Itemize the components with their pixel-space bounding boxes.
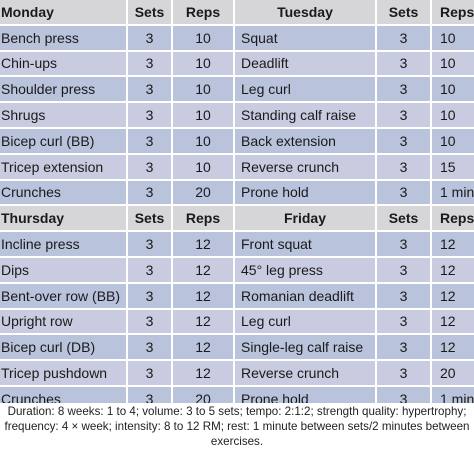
header-day-tuesday: Tuesday xyxy=(235,0,377,26)
footnote-line: Duration: 8 weeks: 1 to 4; volume: 3 to 5 sets; tempo: 2:1:2; strength quality: hypertrophy; xyxy=(7,405,467,418)
reps-cell: 10 xyxy=(173,26,235,52)
sets-cell: 3 xyxy=(128,181,173,207)
reps-cell: 10 xyxy=(173,77,235,103)
table-footnote xyxy=(0,404,474,449)
reps-cell: 20 xyxy=(173,387,235,403)
sets-cell: 3 xyxy=(128,335,173,361)
reps-cell: 12 xyxy=(432,310,474,336)
sets-cell: 3 xyxy=(128,26,173,52)
exercise-cell: Prone hold xyxy=(235,387,377,403)
table-row xyxy=(0,77,474,103)
exercise-cell: Chin-ups xyxy=(0,52,128,78)
table-row xyxy=(0,52,474,78)
reps-cell: 12 xyxy=(173,232,235,258)
header-reps: Reps xyxy=(173,206,235,232)
exercise-cell: Standing calf raise xyxy=(235,103,377,129)
exercise-cell: Leg curl xyxy=(235,310,377,336)
exercise-cell: Deadlift xyxy=(235,52,377,78)
exercise-cell: Leg curl xyxy=(235,77,377,103)
exercise-cell: Single-leg calf raise xyxy=(235,335,377,361)
reps-cell: 10 xyxy=(173,103,235,129)
sets-cell: 3 xyxy=(377,284,432,310)
reps-cell: 10 xyxy=(432,26,474,52)
reps-cell: 15 xyxy=(432,155,474,181)
sets-cell: 3 xyxy=(377,232,432,258)
reps-cell: 12 xyxy=(432,258,474,284)
reps-cell: 20 xyxy=(432,361,474,387)
exercise-cell: Romanian deadlift xyxy=(235,284,377,310)
table-row xyxy=(0,258,474,284)
table-row xyxy=(0,335,474,361)
sets-cell: 3 xyxy=(128,232,173,258)
reps-cell: 12 xyxy=(173,310,235,336)
reps-cell: 12 xyxy=(173,258,235,284)
sets-cell: 3 xyxy=(128,129,173,155)
exercise-cell: Dips xyxy=(0,258,128,284)
table-row xyxy=(0,181,474,207)
sets-cell: 3 xyxy=(128,103,173,129)
header-day-thursday: Thursday xyxy=(0,206,128,232)
reps-cell: 12 xyxy=(173,284,235,310)
exercise-cell: Shrugs xyxy=(0,103,128,129)
sets-cell: 3 xyxy=(377,129,432,155)
reps-cell: 12 xyxy=(173,361,235,387)
sets-cell: 3 xyxy=(377,52,432,78)
reps-cell: 10 xyxy=(432,103,474,129)
table-header-row xyxy=(0,0,474,26)
sets-cell: 3 xyxy=(128,77,173,103)
sets-cell: 3 xyxy=(128,387,173,403)
reps-cell: 10 xyxy=(173,52,235,78)
sets-cell: 3 xyxy=(128,361,173,387)
header-reps: Reps xyxy=(173,0,235,26)
header-sets: Sets xyxy=(377,206,432,232)
sets-cell: 3 xyxy=(377,26,432,52)
reps-cell: 10 xyxy=(432,77,474,103)
exercise-cell: Tricep extension xyxy=(0,155,128,181)
exercise-cell: Back extension xyxy=(235,129,377,155)
reps-cell: 12 xyxy=(432,284,474,310)
table-row xyxy=(0,103,474,129)
table-row xyxy=(0,155,474,181)
sets-cell: 3 xyxy=(377,103,432,129)
table-row xyxy=(0,26,474,52)
table-row xyxy=(0,129,474,155)
sets-cell: 3 xyxy=(377,361,432,387)
header-reps: Reps xyxy=(432,0,474,26)
exercise-cell: Tricep pushdown xyxy=(0,361,128,387)
exercise-cell: Bent-over row (BB) xyxy=(0,284,128,310)
sets-cell: 3 xyxy=(377,387,432,403)
reps-cell: 1 min xyxy=(432,181,474,207)
reps-cell: 12 xyxy=(432,232,474,258)
sets-cell: 3 xyxy=(128,52,173,78)
sets-cell: 3 xyxy=(377,310,432,336)
exercise-cell: Squat xyxy=(235,26,377,52)
exercise-cell: 45° leg press xyxy=(235,258,377,284)
header-sets: Sets xyxy=(128,206,173,232)
reps-cell: 20 xyxy=(173,181,235,207)
table-header-row xyxy=(0,206,474,232)
exercise-cell: Crunches xyxy=(0,181,128,207)
reps-cell: 10 xyxy=(432,129,474,155)
reps-cell: 12 xyxy=(173,335,235,361)
reps-cell: 10 xyxy=(173,155,235,181)
exercise-cell: Bench press xyxy=(0,26,128,52)
sets-cell: 3 xyxy=(377,258,432,284)
reps-cell: 12 xyxy=(432,335,474,361)
table-row xyxy=(0,310,474,336)
table-row xyxy=(0,284,474,310)
reps-cell: 10 xyxy=(173,129,235,155)
sets-cell: 3 xyxy=(377,155,432,181)
footnote-line: frequency: 4 × week; intensity: 8 to 12 RM; rest: 1 minute between sets/2 minutes between xyxy=(4,420,470,433)
table-row xyxy=(0,232,474,258)
exercise-cell: Upright row xyxy=(0,310,128,336)
sets-cell: 3 xyxy=(128,284,173,310)
exercise-cell: Reverse crunch xyxy=(235,155,377,181)
exercise-cell: Reverse crunch xyxy=(235,361,377,387)
header-day-monday: Monday xyxy=(0,0,128,26)
sets-cell: 3 xyxy=(377,77,432,103)
table-row xyxy=(0,387,474,403)
exercise-cell: Front squat xyxy=(235,232,377,258)
sets-cell: 3 xyxy=(128,310,173,336)
exercise-cell: Bicep curl (DB) xyxy=(0,335,128,361)
reps-cell: 10 xyxy=(432,52,474,78)
header-reps: Reps xyxy=(432,206,474,232)
exercise-cell: Bicep curl (BB) xyxy=(0,129,128,155)
sets-cell: 3 xyxy=(128,155,173,181)
header-sets: Sets xyxy=(128,0,173,26)
exercise-cell: Prone hold xyxy=(235,181,377,207)
sets-cell: 3 xyxy=(377,181,432,207)
exercise-cell: Shoulder press xyxy=(0,77,128,103)
exercise-cell: Incline press xyxy=(0,232,128,258)
header-day-friday: Friday xyxy=(235,206,377,232)
exercise-cell: Crunches xyxy=(0,387,128,403)
footnote-line: exercises. xyxy=(210,435,264,448)
sets-cell: 3 xyxy=(377,335,432,361)
table-row xyxy=(0,361,474,387)
sets-cell: 3 xyxy=(128,258,173,284)
header-sets: Sets xyxy=(377,0,432,26)
reps-cell: 1 min xyxy=(432,387,474,403)
